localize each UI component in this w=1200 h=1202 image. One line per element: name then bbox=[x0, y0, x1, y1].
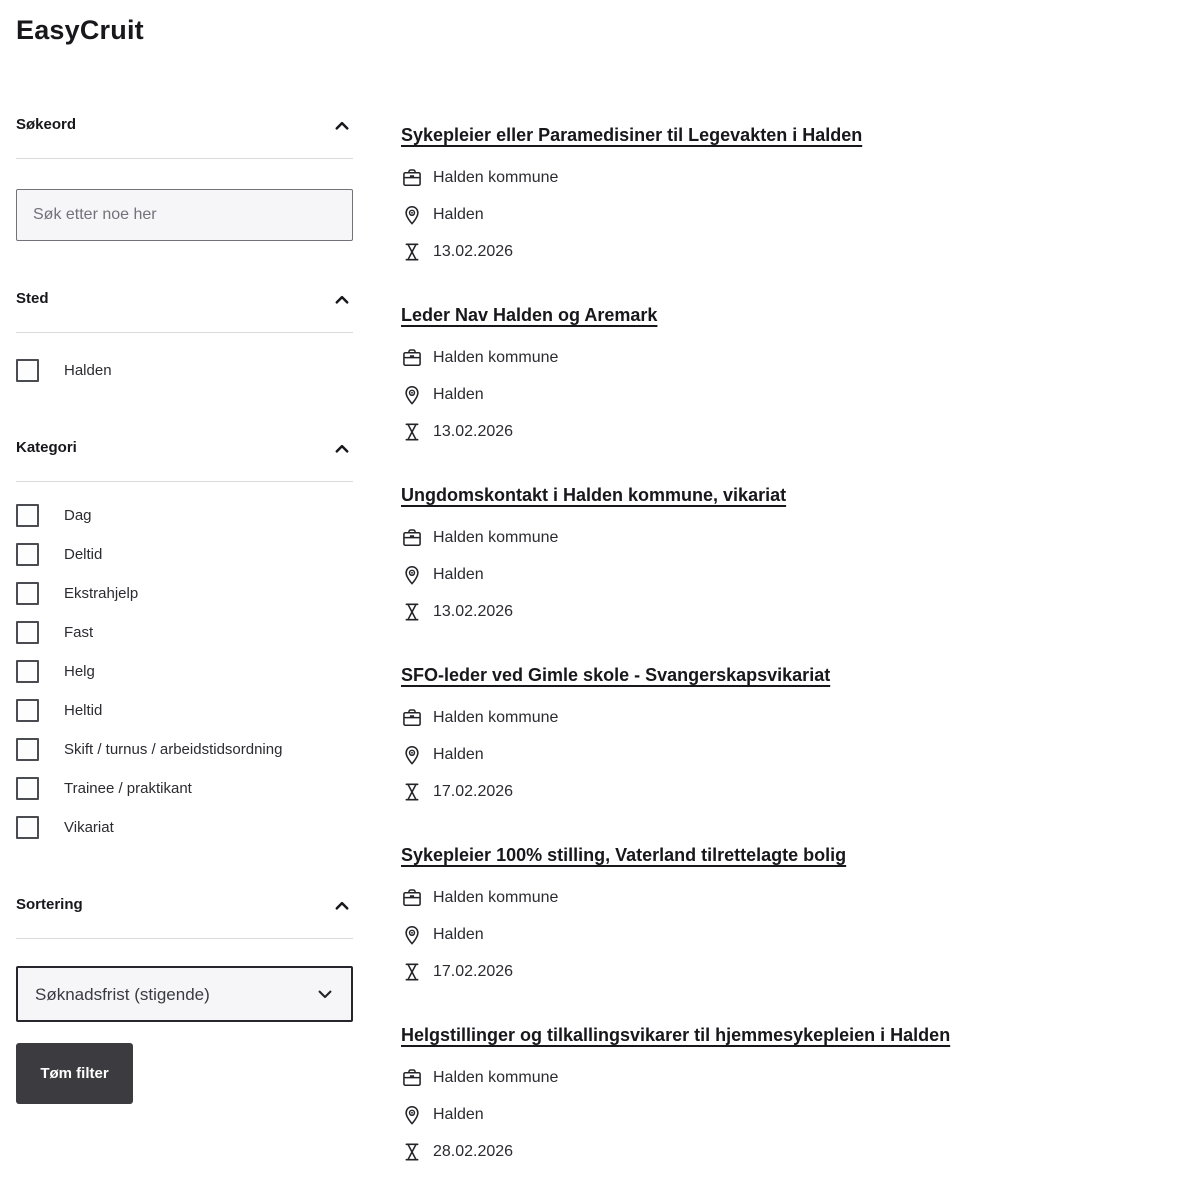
section-keywords-collapse-button[interactable] bbox=[331, 115, 353, 137]
job-location-row bbox=[401, 736, 1184, 773]
filter-sidebar bbox=[16, 115, 353, 1202]
category-option-heltid[interactable] bbox=[16, 691, 353, 730]
category-option-trainee[interactable] bbox=[16, 769, 353, 808]
chevron-up-icon bbox=[331, 905, 353, 920]
checkbox-label: Fast bbox=[64, 624, 94, 641]
category-checkbox-helg[interactable] bbox=[16, 660, 39, 683]
job-location-row bbox=[401, 916, 1184, 953]
job-deadline: 13.02.2026 bbox=[433, 602, 514, 620]
checkbox-label: Heltid bbox=[64, 702, 103, 719]
job-location: Halden bbox=[433, 745, 484, 763]
job-listing bbox=[401, 302, 1184, 450]
job-deadline: 13.02.2026 bbox=[433, 242, 514, 260]
job-location: Halden bbox=[433, 385, 484, 403]
job-deadline-row bbox=[401, 413, 1184, 450]
job-company-row bbox=[401, 159, 1184, 196]
job-location-row bbox=[401, 1096, 1184, 1133]
hourglass-icon bbox=[401, 1141, 423, 1163]
app-title: EasyCruit bbox=[16, 15, 144, 45]
category-checkbox-skift-turnus[interactable] bbox=[16, 738, 39, 761]
job-location: Halden bbox=[433, 925, 484, 943]
job-company: Halden kommune bbox=[433, 1068, 559, 1086]
category-option-dag[interactable] bbox=[16, 496, 353, 535]
job-deadline-row bbox=[401, 953, 1184, 990]
job-deadline: 28.02.2026 bbox=[433, 1142, 514, 1160]
briefcase-icon bbox=[401, 167, 423, 189]
search-input[interactable] bbox=[16, 189, 353, 241]
job-deadline-row bbox=[401, 1133, 1184, 1170]
section-place-header bbox=[16, 289, 353, 311]
location-pin-icon bbox=[401, 744, 423, 766]
job-title-link[interactable]: Leder Nav Halden og Aremark bbox=[401, 305, 658, 325]
category-option-fast[interactable] bbox=[16, 613, 353, 652]
section-sorting bbox=[16, 895, 353, 1104]
category-option-deltid[interactable] bbox=[16, 535, 353, 574]
section-place-collapse-button[interactable] bbox=[331, 289, 353, 311]
job-title-link[interactable]: Sykepleier 100% stilling, Vaterland tilrettelagte bolig bbox=[401, 845, 847, 865]
briefcase-icon bbox=[401, 347, 423, 369]
briefcase-icon bbox=[401, 887, 423, 909]
section-divider bbox=[16, 332, 353, 333]
job-deadline: 13.02.2026 bbox=[433, 422, 514, 440]
section-category-header bbox=[16, 438, 353, 460]
job-company-row bbox=[401, 519, 1184, 556]
job-listing bbox=[401, 122, 1184, 270]
checkbox-label: Trainee / praktikant bbox=[64, 780, 192, 797]
chevron-up-icon bbox=[331, 299, 353, 314]
job-company-row bbox=[401, 339, 1184, 376]
job-deadline: 17.02.2026 bbox=[433, 962, 514, 980]
category-checkbox-vikariat[interactable] bbox=[16, 816, 39, 839]
layout bbox=[16, 115, 1184, 1202]
section-category-title: Kategori bbox=[16, 439, 77, 456]
job-location: Halden bbox=[433, 1105, 484, 1123]
checkbox-label: Deltid bbox=[64, 546, 103, 563]
section-sorting-header bbox=[16, 895, 353, 917]
job-company: Halden kommune bbox=[433, 888, 559, 906]
checkbox-label: Halden bbox=[64, 362, 112, 379]
section-sorting-collapse-button[interactable] bbox=[331, 895, 353, 917]
hourglass-icon bbox=[401, 241, 423, 263]
job-title-link[interactable]: Sykepleier eller Paramedisiner til Legevakten i Halden bbox=[401, 125, 863, 145]
chevron-up-icon bbox=[331, 448, 353, 463]
job-listing bbox=[401, 842, 1184, 990]
job-title-link[interactable]: Ungdomskontakt i Halden kommune, vikariat bbox=[401, 485, 787, 505]
category-checkbox-dag[interactable] bbox=[16, 504, 39, 527]
job-title-link[interactable]: SFO-leder ved Gimle skole - Svangerskapsvikariat bbox=[401, 665, 831, 685]
checkbox-label: Dag bbox=[64, 507, 92, 524]
category-checkbox-fast[interactable] bbox=[16, 621, 39, 644]
category-option-skift-turnus[interactable] bbox=[16, 730, 353, 769]
job-deadline-row bbox=[401, 773, 1184, 810]
section-sorting-title: Sortering bbox=[16, 896, 83, 913]
section-divider bbox=[16, 481, 353, 482]
category-option-vikariat[interactable] bbox=[16, 808, 353, 847]
section-keywords bbox=[16, 115, 353, 241]
category-options-list bbox=[16, 496, 353, 847]
checkbox-label: Vikariat bbox=[64, 819, 114, 836]
section-keywords-header bbox=[16, 115, 353, 137]
job-listing bbox=[401, 662, 1184, 810]
job-deadline-row bbox=[401, 233, 1184, 270]
job-listing bbox=[401, 1022, 1184, 1170]
section-category-collapse-button[interactable] bbox=[331, 438, 353, 460]
job-company: Halden kommune bbox=[433, 708, 559, 726]
sort-select[interactable] bbox=[16, 966, 353, 1022]
section-place bbox=[16, 289, 353, 390]
section-category bbox=[16, 438, 353, 847]
location-pin-icon bbox=[401, 924, 423, 946]
category-checkbox-heltid[interactable] bbox=[16, 699, 39, 722]
briefcase-icon bbox=[401, 707, 423, 729]
hourglass-icon bbox=[401, 601, 423, 623]
place-checkbox-halden[interactable] bbox=[16, 359, 39, 382]
place-option-halden[interactable] bbox=[16, 351, 353, 390]
category-option-helg[interactable] bbox=[16, 652, 353, 691]
location-pin-icon bbox=[401, 1104, 423, 1126]
job-company: Halden kommune bbox=[433, 348, 559, 366]
section-divider bbox=[16, 158, 353, 159]
category-checkbox-trainee[interactable] bbox=[16, 777, 39, 800]
clear-filter-button[interactable]: Tøm filter bbox=[16, 1043, 133, 1104]
job-company: Halden kommune bbox=[433, 528, 559, 546]
category-checkbox-deltid[interactable] bbox=[16, 543, 39, 566]
section-keywords-title: Søkeord bbox=[16, 116, 77, 133]
location-pin-icon bbox=[401, 204, 423, 226]
job-company-row bbox=[401, 879, 1184, 916]
job-location-row bbox=[401, 376, 1184, 413]
job-title-link[interactable]: Helgstillinger og tilkallingsvikarer til hjemmesykepleien i Halden bbox=[401, 1025, 951, 1045]
hourglass-icon bbox=[401, 421, 423, 443]
job-deadline: 17.02.2026 bbox=[433, 782, 514, 800]
job-list bbox=[401, 115, 1184, 1202]
checkbox-label: Skift / turnus / arbeidstidsordning bbox=[64, 741, 283, 758]
job-location: Halden bbox=[433, 205, 484, 223]
chevron-up-icon bbox=[331, 125, 353, 140]
location-pin-icon bbox=[401, 564, 423, 586]
job-location: Halden bbox=[433, 565, 484, 583]
section-place-title: Sted bbox=[16, 290, 49, 307]
checkbox-label: Ekstrahjelp bbox=[64, 585, 139, 602]
sort-select-wrap bbox=[16, 966, 353, 1022]
briefcase-icon bbox=[401, 527, 423, 549]
section-divider bbox=[16, 938, 353, 939]
hourglass-icon bbox=[401, 961, 423, 983]
job-company: Halden kommune bbox=[433, 168, 559, 186]
category-checkbox-ekstrahjelp[interactable] bbox=[16, 582, 39, 605]
job-deadline-row bbox=[401, 593, 1184, 630]
job-company-row bbox=[401, 699, 1184, 736]
location-pin-icon bbox=[401, 384, 423, 406]
job-location-row bbox=[401, 556, 1184, 593]
job-company-row bbox=[401, 1059, 1184, 1096]
hourglass-icon bbox=[401, 781, 423, 803]
job-location-row bbox=[401, 196, 1184, 233]
category-option-ekstrahjelp[interactable] bbox=[16, 574, 353, 613]
checkbox-label: Helg bbox=[64, 663, 95, 680]
job-listing bbox=[401, 482, 1184, 630]
briefcase-icon bbox=[401, 1067, 423, 1089]
